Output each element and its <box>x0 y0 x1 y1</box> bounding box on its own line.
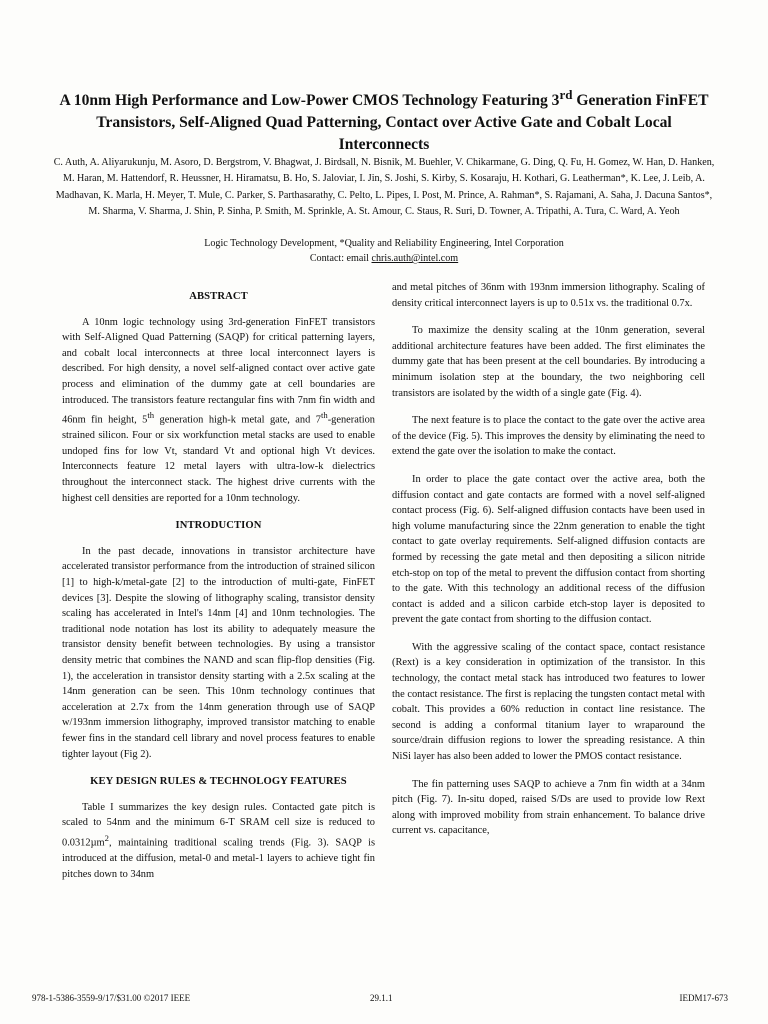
right-column <box>392 280 705 851</box>
introduction-heading: INTRODUCTION <box>175 520 262 532</box>
abstract-text-c: -generation strained silicon. Four or six workfunction metal stacks are used to enable undoped fins for low Vt, standard Vt and optional high Vt devices. Interconnects feature 12 metal layers with ultra-low-k dielectrics throughout the interconnect stack. The highest drive currents with the highest cell densities are reported for a 10nm technology. <box>62 414 375 504</box>
key-design-text-a: Table I summarizes the key design rules. Contacted gate pitch is scaled to 54nm and the minimum 6-T SRAM cell size is reduced to 0.0312µm <box>62 801 375 849</box>
abstract-paragraph <box>62 315 375 507</box>
affiliation: Logic Technology Development, *Quality and Reliability Engineering, Intel Corporation <box>204 238 564 249</box>
title-superscript: rd <box>559 87 573 102</box>
contact-line <box>50 251 718 266</box>
author-list: C. Auth, A. Aliyarukunju, M. Asoro, D. Bergstrom, V. Bhagwat, J. Birdsall, N. Bisnik, M. Buehler, V. Chikarmane, G. Ding, Q. Fu, H. Gomez, W. Han, D. Hanken, M. Haran, M. Hattendorf, R. Heussner, H. Hiramatsu, B. Ho, S. Jaloviar, I. Jin, S. Joshi, S. Kirby, S. Kosaraju, H. Kothari, G. Leatherman*, K. Lee, J. Leib, A. Madhavan, K. Marla, H. Meyer, T. Mule, C. Parker, S. Parthasarathy, C. Pelto, L. Pipes, I. Post, M. Prince, A. Rahman*, S. Rajamani, A. Saha, J. Dacuna Santos*, M. Sharma, V. Sharma, J. Shin, P. Sinha, P. Smith, M. Sprinkle, A. St. Amour, C. Staus, R. Suri, D. Towner, A. Tripathi, A. Tura, C. Ward, A. Yeoh <box>53 157 715 217</box>
footer-copyright: 978-1-5386-3559-9/17/$31.00 ©2017 IEEE <box>32 993 191 1003</box>
right-paragraph-6: The fin patterning uses SAQP to achieve a 7nm fin width at a 34nm pitch (Fig. 7). In-situ doped, raised S/Ds are used to provide low Rext along with improved mobility from strain enhancement. To balance drive current vs. capacitance, <box>392 778 705 837</box>
key-design-heading: KEY DESIGN RULES & TECHNOLOGY FEATURES <box>90 776 347 788</box>
left-column <box>62 283 375 894</box>
footer-page-id: IEDM17-673 <box>679 993 728 1003</box>
right-paragraph-1: and metal pitches of 36nm with 193nm immersion lithography. Scaling of density critical interconnect layers is up to 0.51x vs. the traditional 0.7x. <box>392 282 705 309</box>
abstract-heading: ABSTRACT <box>189 291 248 302</box>
abstract-text-b: generation high-k metal gate, and 7 <box>154 414 321 426</box>
paper-title <box>50 84 718 156</box>
contact-prefix: Contact: email <box>309 253 372 264</box>
affiliation-block <box>50 236 718 266</box>
title-text-2: Generation FinFET Transistors, Self-Aligned Quad Patterning, Contact over Active Gate and Cobalt Local Interconnects <box>96 92 709 154</box>
right-paragraph-2: To maximize the density scaling at the 10nm generation, several additional architecture features have been added. The first eliminates the dummy gate that has been present at the cell boundaries. By introducing a minimum isolation step at the boundary, the two neighboring cell transistors are isolated by the width of a single gate (Fig. 4). <box>392 325 705 399</box>
key-design-text-b: , maintaining traditional scaling trends (Fig. 3). SAQP is introduced at the diffusion, metal-0 and metal-1 layers to achieve tight fin pitches down to 34nm <box>62 837 375 880</box>
footer-section-number: 29.1.1 <box>370 993 393 1003</box>
right-paragraph-4: In order to place the gate contact over the active area, both the diffusion contact and gate contacts are formed with a novel self-aligned contact process (Fig. 6). Self-aligned diffusion contacts have been used in high volume manufacturing since the 22nm generation to enable the tight contact to gate overlay requirements. Self-aligned diffusion contacts are formed by recessing the gate metal and then depositing a silicon nitride etch-stop on top of the metal to prevent the diffusion contact from shorting to the gate. With this technology an additional recess of the diffusion contact is added and a silicon carbide etch-stop layer is deposited to prevent the gate contact from shorting to the diffusion contact. <box>392 473 705 626</box>
introduction-paragraph: In the past decade, innovations in transistor architecture have accelerated transistor performance from the introduction of strained silicon [1] to high-k/metal-gate [2] to the introduction of multi-gate, FinFET devices [3]. Despite the slowing of lithography scaling, transistor density scaling has accelerated in Intel's 14nm [4] and 10nm technologies. The traditional node notation has lost its ability to adequately measure the transistor density benefit between technologies. By using a transistor density metric that combines the NAND and scan flip-flop densities (Fig. 1), the acceleration in transistor density starting with a 2.5x scaling at the 14nm generation can be seen. This 10nm technology continues that acceleration at 2.7x from the 14nm generation through use of SAQP w/193nm immersion lithography, improved transistor matching to enable fewer fins in the standard cell library and novel process features to enable tighter layout (Fig 2). <box>62 545 375 760</box>
abstract-sup-2: th <box>320 410 328 421</box>
key-design-paragraph <box>62 800 375 882</box>
contact-email-link[interactable]: chris.auth@intel.com <box>371 253 459 264</box>
abstract-sup-1: th <box>147 410 155 421</box>
abstract-text-a: A 10nm logic technology using 3rd-generation FinFET transistors with Self-Aligned Quad Patterning (SAQP) for critical patterning layers, and cobalt local interconnects at three local interconnect layers is described. For high density, a novel self-aligned contact over active gate process and elimination of the dummy gate at cell boundaries are introduced. The transistors feature rectangular fins with 7nm fin width and 46nm fin height, 5 <box>62 316 375 426</box>
right-paragraph-5: With the aggressive scaling of the contact space, contact resistance (Rext) is a key consideration in optimization of the transistor. In this technology, the contact metal stack has introduced two features to lower the contact resistance. The first is replacing the tungsten contact metal with cobalt. This provides a 60% reduction in contact line resistance. The second is adding a conformal titanium layer to wraparound the source/drain diffusion regions to lower the spreading resistance. A thin NiSi layer has also been added to lower the PMOS contact resistance. <box>392 641 705 763</box>
key-design-sup: 2 <box>104 832 109 843</box>
right-paragraph-3: The next feature is to place the contact to the gate over the active area of the device (Fig. 5). This improves the density by eliminating the need to extend the gate over the isolation to make the contact. <box>392 415 705 458</box>
title-text-1: A 10nm High Performance and Low-Power CMOS Technology Featuring 3 <box>59 92 560 110</box>
